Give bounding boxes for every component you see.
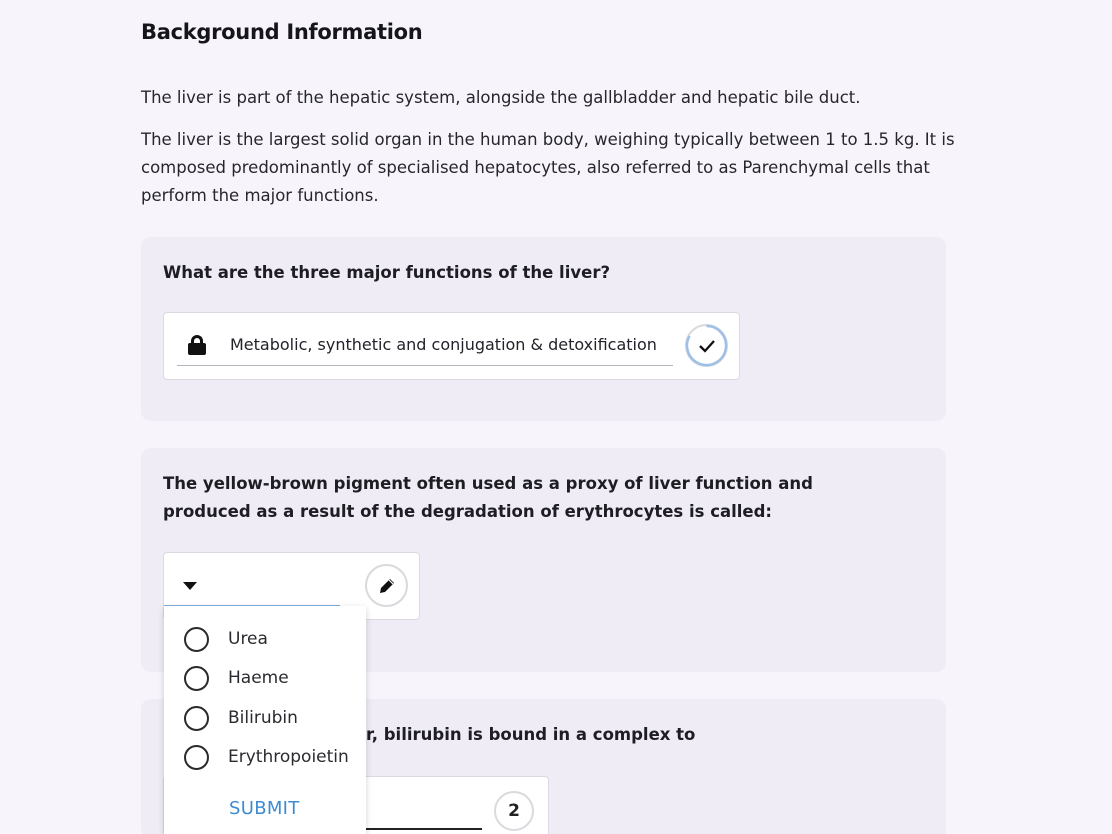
intro-paragraph-1: The liver is part of the hepatic system, alongside the gallbladder and hepatic bile duct. (141, 88, 861, 107)
intro-paragraph-2: The liver is the largest solid organ in the human body, weighing typically between 1 to 1.5 kg. It is composed predominantly of specialised hepatocytes, also referred to as Parenchymal cells that perform the major functions. (141, 130, 955, 205)
question-text-partial: r, bilirubin is bound in a complex to (366, 725, 696, 744)
check-button[interactable] (685, 324, 728, 367)
option-bilirubin[interactable] (184, 704, 298, 732)
option-haeme[interactable] (184, 664, 289, 692)
answer-underline (177, 365, 673, 366)
options-dropdown (164, 606, 366, 834)
option-label: Haeme (228, 668, 289, 688)
question-text: What are the three major functions of the liver? (163, 263, 611, 282)
answer-field[interactable] (163, 312, 740, 380)
radio-icon[interactable] (184, 706, 209, 731)
answer-underline (364, 828, 482, 830)
answer-value: Metabolic, synthetic and conjugation & detoxification (230, 335, 657, 354)
progress-ring-icon (685, 324, 728, 367)
option-urea[interactable] (184, 625, 268, 653)
option-label: Bilirubin (228, 708, 298, 728)
option-label: Urea (228, 629, 268, 649)
lock-icon (188, 335, 206, 355)
question-text: The yellow-brown pigment often used as a proxy of liver function and produced as a result of the degradation of erythrocytes is called: (163, 474, 813, 521)
edit-button[interactable] (365, 564, 408, 607)
pencil-icon (377, 576, 397, 596)
radio-icon[interactable] (184, 666, 209, 691)
attempts-badge: 2 (494, 791, 534, 831)
option-label: Erythropoietin (228, 747, 349, 767)
radio-icon[interactable] (184, 627, 209, 652)
caret-down-icon[interactable] (183, 582, 197, 591)
option-erythropoietin[interactable] (184, 743, 349, 771)
question-card-1 (141, 237, 946, 421)
page-heading: Background Information (141, 20, 423, 44)
submit-button[interactable]: SUBMIT (229, 798, 300, 819)
radio-icon[interactable] (184, 745, 209, 770)
